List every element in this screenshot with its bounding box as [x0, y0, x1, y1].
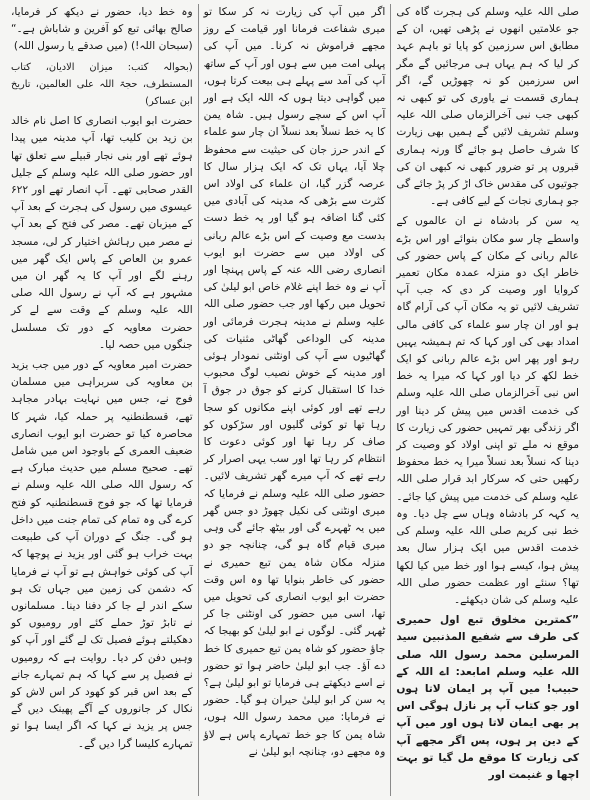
- reference-citation: (بحوالہ کتب: میزان الادیان، کتاب المستطرف، حجۃ اللہ علی العالمین، تاریخ ابن عساکر): [10, 61, 193, 108]
- paragraph: وہ خط دیا، حضور نے دیکھ کر فرمایا، صالح بھائی تبع کو آفرین و شاباش ہے۔“ (سبحان اللہ!) (میں صدقے یا رسول اللہ): [10, 6, 193, 53]
- paragraph: حضرت ابو ایوب انصاری کا اصل نام خالد بن زید بن کلیب تھا، آپ مدینہ میں پیدا ہوئے تھے اور بنی نجار قبیلے سے تعلق تھا اور حضور صلی اللہ علیہ وسلم کے جلیل القدر صحابی تھے۔ آپ انصار تھے اور ۶۲۲ عیسوی میں رسول کی ہجرت کے بعد آپ کے میزبان تھے۔ مصر کی فتح کے بعد آپ نے مصر میں رہائش اختیار کر لی، مسجد عمرو بن العاص کے پاس ایک گھر میں رہنے لگے اور آپ کا یہ گھر ان میں مشہور ہے کہ آپ نے رسول اللہ صلی اللہ علیہ وسلم کے وقت سے لے کر حضرت معاویہ کے دور تک مسلسل جنگوں میں حصہ لیا۔: [10, 115, 193, 351]
- column-left: [6, 4, 199, 796]
- letter-quote: ”کمترین مخلوق تبع اول حمیری کی طرف سے شفیع المذنبین سید المرسلین محمد رسول اللہ صلی اللہ علیہ وسلم امابعد: اے اللہ کے حبیب! میں آپ پر ایمان لاتا ہوں اور جو کتاب آپ پر نازل ہوگی اس پر بھی ایمان لاتا ہوں اور میں آپ کے دین پر ہوں، پس اگر مجھے آپ کی زیارت کا موقع مل گیا تو بہت اچھا و غنیمت اور: [396, 614, 579, 781]
- column-right: [391, 4, 584, 796]
- article-columns: [6, 4, 584, 796]
- column-middle: [199, 4, 392, 796]
- paragraph: صلی اللہ علیہ وسلم کی ہجرت گاہ کی جو علامتیں انھوں نے پڑھی تھیں، ان کے مطابق اس سرزمین کو پایا تو باہم عہد کر لیا کہ ہم یہاں ہی مرجائیں گے مگر اس سرزمین کو نہ چھوڑیں گے، اگر ہماری قسمت نے یاوری کی تو کبھی نہ کبھی جب نبی آخرالزماں صلی اللہ علیہ وسلم تشریف لائیں گے ہمیں بھی زیارت کا شرف حاصل ہو جائے گا ورنہ ہماری قبروں پر تو ضرور کبھی نہ کبھی ان کی جوتیوں کی مقدس خاک اڑ کر پڑ جائے گی جو ہماری نجات کے لیے کافی ہے۔: [396, 6, 579, 208]
- paragraph: اگر میں آپ کی زیارت نہ کر سکا تو میری شفاعت فرمانا اور قیامت کے روز مجھے فراموش نہ کرنا۔ میں آپ کی پہلی امت میں سے ہوں اور آپ کے ساتھ آپ کی آمد سے پہلے ہی بیعت کرتا ہوں، میں گواہی دیتا ہوں کہ اللہ ایک ہے اور آپ اس کے سچے رسول ہیں۔ شاہ یمن کا یہ خط نسلاً بعد نسلاً ان چار سو علماء کے اندر حرز جان کی حیثیت سے محفوظ چلا آیا، یہاں تک کہ ایک ہزار سال کا عرصہ گزر گیا، ان علماء کی اولاد اس کثرت سے بڑھی کہ مدینہ کی آبادی میں کئی گنا اضافہ ہو گیا اور یہ خط دست بدست مع وصیت کے اس بڑے عالم ربانی کی اولاد میں سے حضرت ابو ایوب انصاری رضی اللہ عنہ کے پاس پہنچا اور آپ نے وہ خط اپنے غلام خاص ابو لیلیٰ کی تحویل میں رکھا اور جب حضور صلی اللہ علیہ وسلم نے مدینہ ہجرت فرمائی اور مدینہ کی الوداعی گھاٹی مثنیات کی گھاٹیوں سے آپ کی اونٹنی نمودار ہوئی اور مدینہ کے خوش نصیب لوگ محبوب خدا کا استقبال کرنے کو جوق در جوق آ رہے تھے اور کوئی اپنے مکانوں کو سجا رہا تھا تو کوئی گلیوں اور سڑکوں کو صاف کر رہا تھا اور کوئی دعوت کا انتظام کر رہا تھا اور سب یہی اصرار کر رہے تھے کہ آپ میرے گھر تشریف لائیں۔ حضور صلی اللہ علیہ وسلم نے فرمایا کہ میری اونٹنی کی نکیل چھوڑ دو جس گھر میں یہ ٹھہرے گی اور بیٹھ جائے گی وہی میری قیام گاہ ہو گی، چنانچہ جو دو منزلہ مکان شاہ یمن تبع حمیری نے حضور کی خاطر بنوایا تھا وہ اس وقت حضرت ابو ایوب انصاری کی تحویل میں تھا، اسی میں حضور کی اونٹنی جا کر ٹھہر گئی۔ لوگوں نے ابو لیلیٰ کو بھیجا کہ جاؤ حضور کو شاہ یمن تبع حمیری کا خط دے آؤ۔ جب ابو لیلیٰ حاضر ہوا تو حضور نے اسے دیکھتے ہی فرمایا تو ابو لیلیٰ ہے؟ یہ سن کر ابو لیلیٰ حیران ہو گیا۔ حضور نے فرمایا: میں محمد رسول اللہ ہوں، شاہ یمن کا جو خط تمہارے پاس ہے لاؤ وہ مجھے دو، چنانچہ ابو لیلیٰ نے: [203, 6, 386, 758]
- paragraph: یہ سن کر بادشاہ نے ان عالموں کے واسطے چار سو مکان بنوائے اور اس بڑے عالم ربانی کے مکان کے پاس حضور کی خاطر ایک دو منزلہ عمدہ مکان تعمیر کروایا اور وصیت کر دی کہ جب آپ تشریف لائیں تو یہ مکان آپ کی آرام گاہ ہو اور ان چار سو علماء کی کافی مالی امداد بھی کی اور کہا کہ تم ہمیشہ یہیں رہو اور پھر اس بڑے عالم ربانی کو ایک خط لکھ کر دیا اور کہا کہ میرا یہ خط اس نبی آخرالزماں صلی اللہ علیہ وسلم کی خدمت اقدس میں پیش کر دینا اور اگر زندگی بھر تمہیں حضور کی زیارت کا موقع نہ ملے تو اپنی اولاد کو وصیت کر دینا کہ نسلاً بعد نسلاً میرا یہ خط محفوظ رکھیں حتی کہ سرکار ابد قرار صلی اللہ علیہ وسلم کی خدمت میں پیش کیا جائے۔ یہ کہہ کر بادشاہ وہاں سے چل دیا۔ وہ خط نبی کریم صلی اللہ علیہ وسلم کی خدمت اقدس میں ایک ہزار سال بعد پیش ہوا، کیسے ہوا اور خط میں کیا لکھا تھا؟ سنئے اور عظمت حضور صلی اللہ علیہ وسلم کی شان دیکھئے۔: [396, 215, 579, 606]
- paragraph: حضرت امیر معاویہ کے دور میں جب یزید بن معاویہ کی سربراہی میں مسلمان فوج نے، جس میں نہایت بہادر مجاہد تھے، قسطنطنیہ پر حملہ کیا، شہر کا محاصرہ کیا تو حضرت ابو ایوب انصاری ضعیف العمری کے باوجود اس میں شامل تھے۔ صحیح مسلم میں حدیث مبارک ہے کہ رسول اللہ صلی اللہ علیہ وسلم نے فرمایا تھا کہ جو فوج قسطنطنیہ کو فتح کرے گی وہ تمام کی تمام جنت میں داخل ہو گی۔ جنگ کے دوران آپ کی طبیعت بہت خراب ہو گئی اور یزید نے پوچھا کہ آپ کی کوئی خواہش ہے تو آپ نے فرمایا کہ دشمن کی زمین میں جہاں تک ہو سکے اندر لے جا کر دفنا دینا۔ مسلمانوں نے تابڑ توڑ حملے کئے اور رومیوں کو دھکیلتے ہوئے فصیل تک لے گئے اور آپ کو وہیں دفن کر دیا۔ روایت ہے کہ رومیوں نے فصیل پر سے کہا کہ ہم تمہارے جانے کے بعد اس قبر کو کھود کر اس لاش کو نکال کر جانوروں کے آگے پھینک دیں گے جس پر یزید نے کہا کہ اگر ایسا ہوا تو تمہارے کلیسا گرا دیں گے۔: [10, 359, 193, 750]
